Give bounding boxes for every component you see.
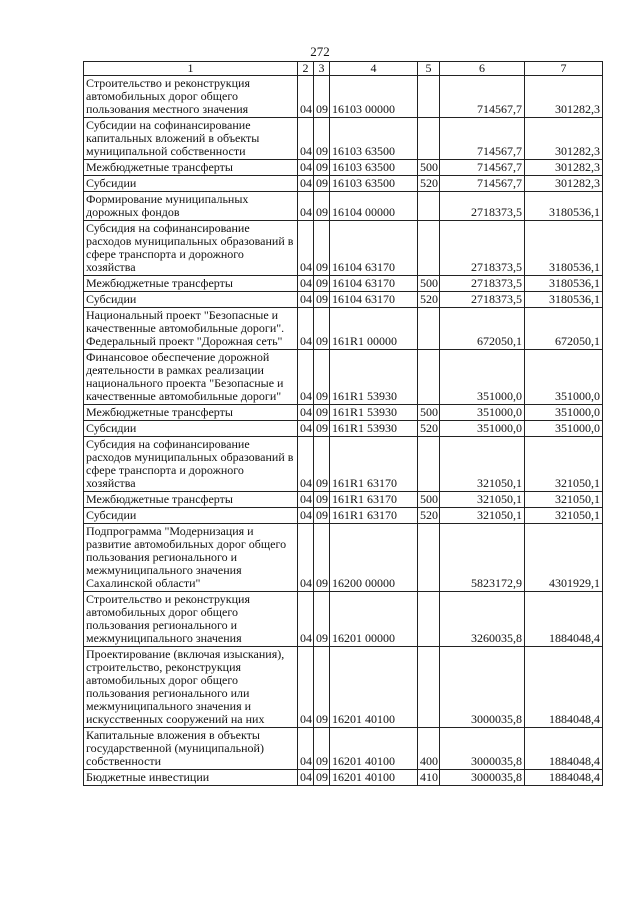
row-name: Подпрограмма "Модернизация и развитие автомобильных дорог общего пользования регионального и межмуниципального значения Сахалинской области" xyxy=(84,524,298,592)
expense-type-code: 520 xyxy=(418,508,440,524)
expense-type-code xyxy=(418,524,440,592)
target-article-code: 16104 00000 xyxy=(330,192,418,221)
header-row xyxy=(84,62,603,76)
subsection-code: 09 xyxy=(314,350,330,405)
subsection-code: 09 xyxy=(314,292,330,308)
amount-col7: 301282,3 xyxy=(525,160,603,176)
subsection-code: 09 xyxy=(314,437,330,492)
table-row xyxy=(84,76,603,118)
expense-type-code: 520 xyxy=(418,292,440,308)
target-article-code: 16104 63170 xyxy=(330,292,418,308)
amount-col6: 714567,7 xyxy=(440,160,525,176)
target-article-code: 161R1 53930 xyxy=(330,350,418,405)
expense-type-code: 400 xyxy=(418,728,440,770)
table-row xyxy=(84,421,603,437)
expense-type-code: 520 xyxy=(418,176,440,192)
row-name: Межбюджетные трансферты xyxy=(84,405,298,421)
amount-col6: 321050,1 xyxy=(440,437,525,492)
table-row xyxy=(84,192,603,221)
amount-col7: 351000,0 xyxy=(525,421,603,437)
row-name: Капитальные вложения в объекты государственной (муниципальной) собственности xyxy=(84,728,298,770)
amount-col6: 2718373,5 xyxy=(440,221,525,276)
expense-type-code: 410 xyxy=(418,770,440,786)
subsection-code: 09 xyxy=(314,160,330,176)
subsection-code: 09 xyxy=(314,524,330,592)
section-code: 04 xyxy=(298,292,314,308)
section-code: 04 xyxy=(298,308,314,350)
section-code: 04 xyxy=(298,508,314,524)
amount-col7: 1884048,4 xyxy=(525,728,603,770)
expense-type-code xyxy=(418,647,440,728)
amount-col7: 321050,1 xyxy=(525,437,603,492)
row-name: Формирование муниципальных дорожных фондов xyxy=(84,192,298,221)
subsection-code: 09 xyxy=(314,647,330,728)
subsection-code: 09 xyxy=(314,405,330,421)
amount-col7: 301282,3 xyxy=(525,76,603,118)
amount-col7: 4301929,1 xyxy=(525,524,603,592)
section-code: 04 xyxy=(298,728,314,770)
subsection-code: 09 xyxy=(314,508,330,524)
amount-col6: 351000,0 xyxy=(440,405,525,421)
target-article-code: 161R1 63170 xyxy=(330,492,418,508)
row-name: Бюджетные инвестиции xyxy=(84,770,298,786)
section-code: 04 xyxy=(298,76,314,118)
table-row xyxy=(84,437,603,492)
amount-col7: 301282,3 xyxy=(525,118,603,160)
budget-table xyxy=(83,61,603,786)
expense-type-code: 500 xyxy=(418,276,440,292)
table-row xyxy=(84,770,603,786)
section-code: 04 xyxy=(298,437,314,492)
section-code: 04 xyxy=(298,192,314,221)
table-row xyxy=(84,492,603,508)
amount-col6: 321050,1 xyxy=(440,508,525,524)
target-article-code: 16201 40100 xyxy=(330,770,418,786)
table-row xyxy=(84,292,603,308)
column-header: 4 xyxy=(330,62,418,76)
table-row xyxy=(84,308,603,350)
column-header: 1 xyxy=(84,62,298,76)
amount-col6: 351000,0 xyxy=(440,350,525,405)
target-article-code: 16103 63500 xyxy=(330,176,418,192)
amount-col7: 1884048,4 xyxy=(525,647,603,728)
section-code: 04 xyxy=(298,160,314,176)
amount-col6: 321050,1 xyxy=(440,492,525,508)
expense-type-code xyxy=(418,221,440,276)
amount-col7: 321050,1 xyxy=(525,508,603,524)
amount-col7: 351000,0 xyxy=(525,405,603,421)
table-row xyxy=(84,350,603,405)
target-article-code: 16103 63500 xyxy=(330,118,418,160)
table-row xyxy=(84,176,603,192)
amount-col6: 672050,1 xyxy=(440,308,525,350)
amount-col6: 3000035,8 xyxy=(440,728,525,770)
row-name: Строительство и реконструкция автомобильных дорог общего пользования регионального и межмуниципального значения xyxy=(84,592,298,647)
target-article-code: 16104 63170 xyxy=(330,221,418,276)
subsection-code: 09 xyxy=(314,492,330,508)
target-article-code: 16104 63170 xyxy=(330,276,418,292)
amount-col6: 351000,0 xyxy=(440,421,525,437)
target-article-code: 161R1 00000 xyxy=(330,308,418,350)
amount-col6: 714567,7 xyxy=(440,118,525,160)
column-header: 6 xyxy=(440,62,525,76)
expense-type-code: 500 xyxy=(418,405,440,421)
section-code: 04 xyxy=(298,350,314,405)
section-code: 04 xyxy=(298,592,314,647)
row-name: Субсидия на софинансирование расходов муниципальных образований в сфере транспорта и дорожного хозяйства xyxy=(84,437,298,492)
amount-col7: 3180536,1 xyxy=(525,221,603,276)
expense-type-code: 500 xyxy=(418,492,440,508)
section-code: 04 xyxy=(298,176,314,192)
row-name: Субсидии на софинансирование капитальных вложений в объекты муниципальной собственности xyxy=(84,118,298,160)
row-name: Финансовое обеспечение дорожной деятельности в рамках реализации национального проекта "Безопасные и качественные автомобильные дороги" xyxy=(84,350,298,405)
amount-col7: 351000,0 xyxy=(525,350,603,405)
table-row xyxy=(84,592,603,647)
amount-col7: 1884048,4 xyxy=(525,592,603,647)
table-row xyxy=(84,405,603,421)
table-row xyxy=(84,276,603,292)
row-name: Межбюджетные трансферты xyxy=(84,492,298,508)
row-name: Межбюджетные трансферты xyxy=(84,276,298,292)
column-header: 7 xyxy=(525,62,603,76)
subsection-code: 09 xyxy=(314,118,330,160)
row-name: Строительство и реконструкция автомобильных дорог общего пользования местного значения xyxy=(84,76,298,118)
subsection-code: 09 xyxy=(314,76,330,118)
target-article-code: 161R1 53930 xyxy=(330,421,418,437)
expense-type-code: 500 xyxy=(418,160,440,176)
amount-col7: 3180536,1 xyxy=(525,276,603,292)
section-code: 04 xyxy=(298,118,314,160)
expense-type-code xyxy=(418,76,440,118)
table-row xyxy=(84,118,603,160)
expense-type-code xyxy=(418,192,440,221)
amount-col6: 5823172,9 xyxy=(440,524,525,592)
target-article-code: 16201 40100 xyxy=(330,647,418,728)
amount-col6: 3000035,8 xyxy=(440,770,525,786)
section-code: 04 xyxy=(298,647,314,728)
target-article-code: 16201 40100 xyxy=(330,728,418,770)
amount-col6: 3000035,8 xyxy=(440,647,525,728)
row-name: Субсидии xyxy=(84,508,298,524)
expense-type-code xyxy=(418,308,440,350)
amount-col7: 1884048,4 xyxy=(525,770,603,786)
subsection-code: 09 xyxy=(314,221,330,276)
page-number: 272 xyxy=(310,44,330,59)
table-row xyxy=(84,221,603,276)
column-header: 5 xyxy=(418,62,440,76)
row-name: Проектирование (включая изыскания), строительство, реконструкция автомобильных дорог общего пользования регионального или межмуниципального значения и искусственных сооружений на них xyxy=(84,647,298,728)
amount-col6: 2718373,5 xyxy=(440,292,525,308)
target-article-code: 161R1 63170 xyxy=(330,508,418,524)
expense-type-code xyxy=(418,592,440,647)
subsection-code: 09 xyxy=(314,770,330,786)
section-code: 04 xyxy=(298,524,314,592)
amount-col7: 321050,1 xyxy=(525,492,603,508)
section-code: 04 xyxy=(298,276,314,292)
amount-col6: 3260035,8 xyxy=(440,592,525,647)
table-row xyxy=(84,160,603,176)
amount-col7: 3180536,1 xyxy=(525,192,603,221)
section-code: 04 xyxy=(298,492,314,508)
row-name: Субсидия на софинансирование расходов муниципальных образований в сфере транспорта и дорожного хозяйства xyxy=(84,221,298,276)
row-name: Субсидии xyxy=(84,176,298,192)
expense-type-code xyxy=(418,437,440,492)
target-article-code: 16200 00000 xyxy=(330,524,418,592)
row-name: Межбюджетные трансферты xyxy=(84,160,298,176)
subsection-code: 09 xyxy=(314,728,330,770)
section-code: 04 xyxy=(298,221,314,276)
subsection-code: 09 xyxy=(314,592,330,647)
amount-col6: 714567,7 xyxy=(440,176,525,192)
table-row xyxy=(84,728,603,770)
row-name: Национальный проект "Безопасные и качественные автомобильные дороги". Федеральный проект "Дорожная сеть" xyxy=(84,308,298,350)
expense-type-code xyxy=(418,118,440,160)
section-code: 04 xyxy=(298,421,314,437)
section-code: 04 xyxy=(298,770,314,786)
table-row xyxy=(84,647,603,728)
target-article-code: 161R1 53930 xyxy=(330,405,418,421)
subsection-code: 09 xyxy=(314,176,330,192)
expense-type-code xyxy=(418,350,440,405)
table-row xyxy=(84,524,603,592)
row-name: Субсидии xyxy=(84,292,298,308)
column-header: 2 xyxy=(298,62,314,76)
table-row xyxy=(84,508,603,524)
amount-col6: 714567,7 xyxy=(440,76,525,118)
target-article-code: 16103 00000 xyxy=(330,76,418,118)
row-name: Субсидии xyxy=(84,421,298,437)
subsection-code: 09 xyxy=(314,421,330,437)
column-header: 3 xyxy=(314,62,330,76)
target-article-code: 161R1 63170 xyxy=(330,437,418,492)
subsection-code: 09 xyxy=(314,276,330,292)
expense-type-code: 520 xyxy=(418,421,440,437)
amount-col6: 2718373,5 xyxy=(440,192,525,221)
subsection-code: 09 xyxy=(314,308,330,350)
amount-col7: 301282,3 xyxy=(525,176,603,192)
target-article-code: 16201 00000 xyxy=(330,592,418,647)
target-article-code: 16103 63500 xyxy=(330,160,418,176)
amount-col7: 3180536,1 xyxy=(525,292,603,308)
amount-col6: 2718373,5 xyxy=(440,276,525,292)
amount-col7: 672050,1 xyxy=(525,308,603,350)
section-code: 04 xyxy=(298,405,314,421)
subsection-code: 09 xyxy=(314,192,330,221)
